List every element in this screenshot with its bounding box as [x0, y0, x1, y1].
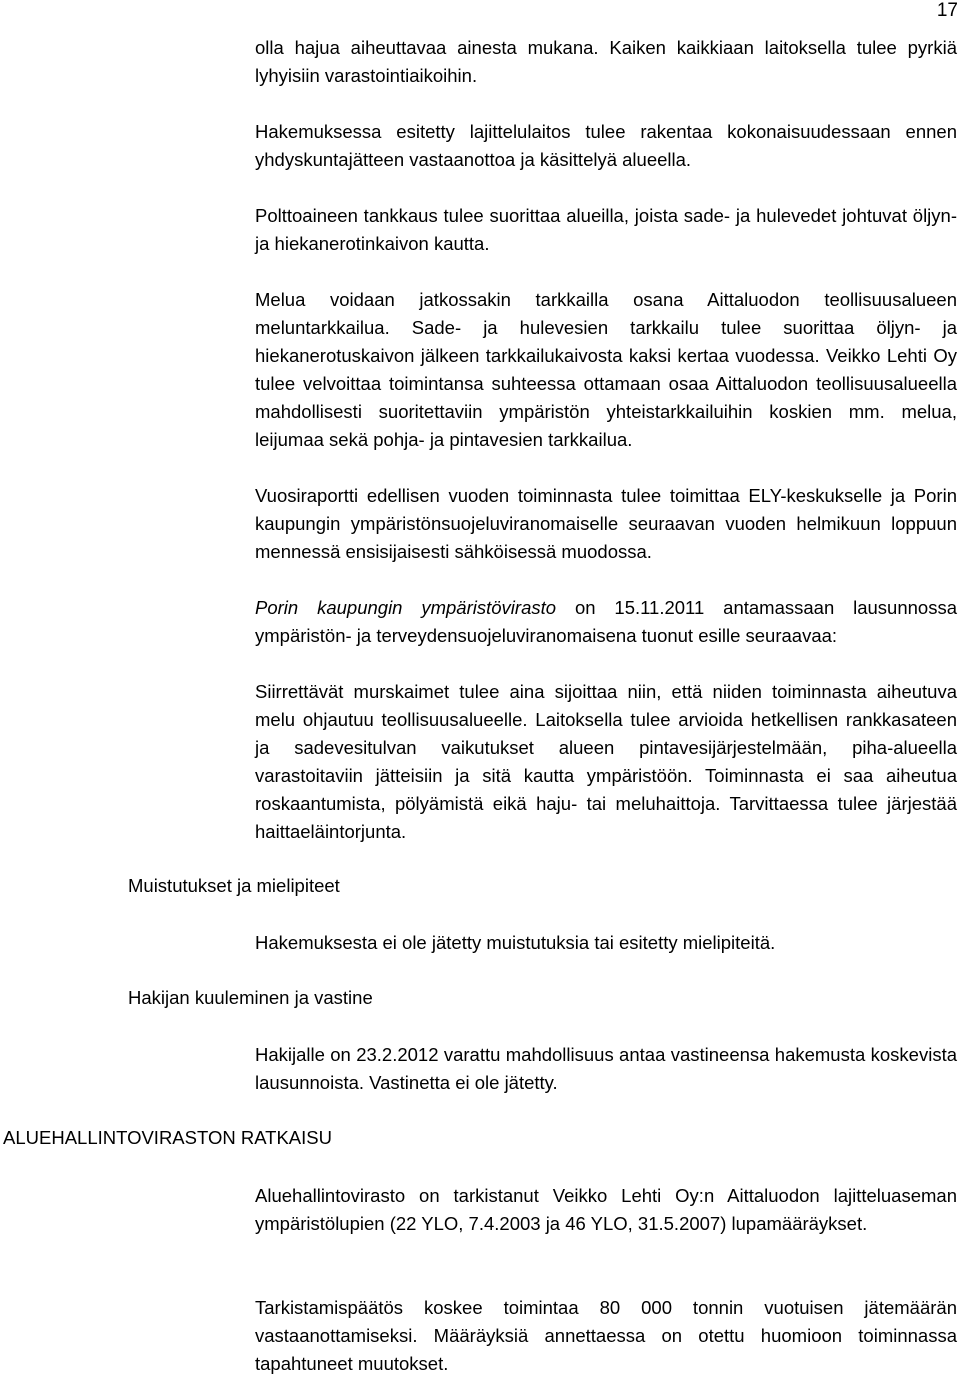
section-heading-decision: ALUEHALLINTOVIRASTON RATKAISU	[3, 1127, 332, 1148]
paragraph-review-scope: Tarkistamispäätös koskee toimintaa 80 000 tonnin vuotuisen jätemäärän vastaanottamiseksi. Määräyksiä annettaessa on otettu huomioon toiminnassa tapahtuneet muutokset.	[255, 1297, 957, 1374]
paragraph-permit-review: Aluehallintovirasto on tarkistanut Veikko Lehti Oy:n Aittaluodon lajitteluaseman ympäristölupien (22 YLO, 7.4.2003 ja 46 YLO, 31.5.2007) lupamääräykset.	[255, 1185, 957, 1234]
page-number: 17	[936, 0, 958, 21]
paragraph-fuel-tanking: Polttoaineen tankkaus tulee suorittaa alueilla, joista sade- ja hulevedet johtuvat öljyn- ja hiekanerotinkaivon kautta.	[255, 205, 957, 254]
paragraph-sorting-plant: Hakemuksessa esitetty lajittelulaitos tulee rakentaa kokonaisuudessaan ennen yhdyskuntajätteen vastaanottoa ja käsittelyä alueella.	[255, 121, 957, 170]
authority-name: Porin kaupungin ympäristövirasto	[255, 597, 557, 618]
paragraph-noise-monitoring: Melua voidaan jatkossakin tarkkailla osana Aittaluodon teollisuusalueen meluntarkkailua. Sade- ja hulevesien tarkkailu tulee suorittaa öljyn- ja hiekanerotuskaivon jälkeen tarkkailukaivosta kaksi kertaa vuodessa. Veikko Lehti Oy tulee velvoittaa toimintansa suhteessa ottamaan osaa Aittaluodon teollisuusalueella mahdollisesti suoritettaviin ympäristön yhteistarkkailuihin koskien mm. melua, leijumaa sekä pohja- ja pintavesien tarkkailua.	[255, 289, 957, 450]
statement-intro-text: on 15.11.2011 antamassaan lausunnossa ympäristön- ja terveydensuojeluviranomaisena tuonut esille seuraavaa:	[255, 597, 958, 646]
paragraph-storage-times: olla hajua aiheuttavaa ainesta mukana. Kaiken kaikkiaan laitoksella tulee pyrkiä lyhyisiin varastointiaikoihin.	[255, 37, 957, 86]
paragraph-applicant-hearing: Hakijalle on 23.2.2012 varattu mahdollisuus antaa vastineensa hakemusta koskevista lausunnoista. Vastinetta ei ole jätetty.	[255, 1044, 957, 1093]
section-heading-remarks: Muistutukset ja mielipiteet	[128, 875, 340, 896]
paragraph-annual-report: Vuosiraportti edellisen vuoden toiminnasta tulee toimittaa ELY-keskukselle ja Porin kaupungin ympäristönsuojeluviranomaiselle seuraavan vuoden helmikuun loppuun mennessä ensisijaisesti sähköisessä muodossa.	[255, 485, 957, 562]
paragraph-no-remarks: Hakemuksesta ei ole jätetty muistutuksia tai esitetty mielipiteitä.	[255, 932, 776, 953]
section-heading-applicant-hearing: Hakijan kuuleminen ja vastine	[128, 987, 373, 1008]
paragraph-statement-intro	[255, 594, 957, 650]
paragraph-statement-content: Siirrettävät murskaimet tulee aina sijoittaa niin, että niiden toiminnasta aiheutuva melu ohjautuu teollisuusalueelle. Laitoksella tulee arvioida hetkellisen rankkasateen ja sadevesitulvan vaikutukset alueen pintavesijärjestelmään, piha-alueella varastoitaviin jätteisiin ja sitä kautta ympäristöön. Toiminnasta ei saa aiheutua roskaantumista, pölyämistä eikä haju- tai meluhaittoja. Tarvittaessa tulee järjestää haittaeläintorjunta.	[255, 681, 957, 842]
